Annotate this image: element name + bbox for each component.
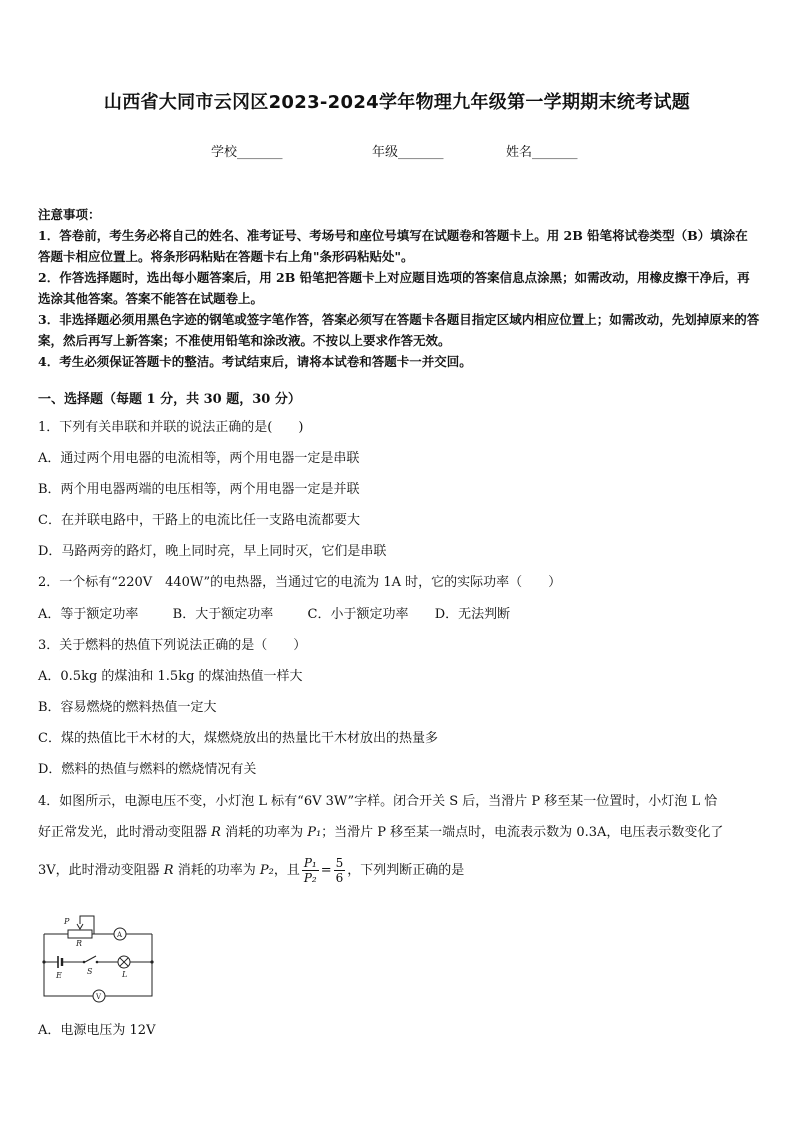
q4-text: ，且 bbox=[273, 863, 300, 878]
switch-contact bbox=[96, 961, 99, 964]
section-heading: 一、选择题（每题 1 分，共 30 题，30 分） bbox=[38, 392, 301, 407]
circuit-wire bbox=[104, 934, 152, 996]
q3-option-c: C．煤的热值比干木材的大，煤燃烧放出的热量比干木材放出的热量多 bbox=[38, 731, 438, 746]
q1-option-d: D．马路两旁的路灯，晚上同时亮，早上同时灭，它们是串联 bbox=[38, 544, 387, 559]
q3-option-a: A．0.5kg 的煤油和 1.5kg 的煤油热值一样大 bbox=[38, 669, 303, 684]
q4-var-p2: P₂ bbox=[259, 863, 274, 878]
label-e: E bbox=[56, 971, 62, 980]
q2-option-d: D．无法判断 bbox=[434, 607, 511, 622]
q3-option-d: D．燃料的热值与燃料的燃烧情况有关 bbox=[38, 762, 257, 777]
q3-option-b: B．容易燃烧的燃料热值一定大 bbox=[38, 700, 217, 715]
label-l: L bbox=[122, 970, 128, 979]
q3-stem: 3．关于燃料的热值下列说法正确的是（ ） bbox=[38, 638, 307, 653]
q4-stem-line2 bbox=[38, 821, 760, 840]
q2-option-c: C．小于额定功率 bbox=[307, 607, 409, 622]
rheostat bbox=[68, 930, 92, 938]
label-a: A bbox=[117, 931, 123, 939]
q1-stem: 1．下列有关串联和并联的说法正确的是( ) bbox=[38, 420, 304, 435]
ratio-fraction: $\frac{\text{P₁}}{\text{P₂}}$ bbox=[303, 856, 317, 885]
circuit-diagram bbox=[36, 912, 160, 1008]
q4-text: ；当滑片 P 移至某一端点时，电流表示数为 0.3A，电压表示数变化了 bbox=[321, 825, 724, 840]
q4-text: 好正常发光，此时滑动变阻器 bbox=[38, 825, 212, 840]
q2-option-b: B．大于额定功率 bbox=[172, 607, 274, 622]
q4-var-p1: P₁ bbox=[307, 825, 322, 840]
equals-sign: = bbox=[320, 863, 332, 878]
name-field: 姓名_______ bbox=[506, 145, 578, 160]
q4-option-a: A．电源电压为 12V bbox=[38, 1023, 156, 1038]
q1-option-b: B．两个用电器两端的电压相等，两个用电器一定是并联 bbox=[38, 482, 360, 497]
q4-var-r: R bbox=[163, 863, 174, 878]
page-title: 山西省大同市云冈区2023-2024学年物理九年级第一学期期末统考试题 bbox=[103, 92, 691, 113]
q4-text: ，下列判断正确的是 bbox=[347, 863, 465, 878]
notice-heading: 注意事项： bbox=[38, 207, 101, 222]
notice-item: 1．答卷前，考生务必将自己的姓名、准考证号、考场号和座位号填写在试题卷和答题卡上。用 2B 铅笔将试卷类型（B）填涂在答题卡相应位置上。将条形码粘贴在答题卡右上角"条形码粘贴处"。 bbox=[38, 228, 748, 264]
switch bbox=[85, 956, 96, 962]
notice-item: 2．作答选择题时，选出每小题答案后，用 2B 铅笔把答题卡上对应题目选项的答案信息点涂黑；如需改动，用橡皮擦干净后，再选涂其他答案。答案不能答在试题卷上。 bbox=[38, 270, 750, 306]
student-info-row bbox=[0, 141, 794, 161]
school-field: 学校_______ bbox=[211, 145, 283, 160]
circuit-wire bbox=[44, 934, 94, 996]
label-r: R bbox=[76, 939, 83, 948]
q4-var-r: R bbox=[211, 825, 221, 840]
switch-contact bbox=[83, 961, 86, 964]
q1-option-a: A．通过两个用电器的电流相等，两个用电器一定是串联 bbox=[38, 451, 360, 466]
q2-option-a: A．等于额定功率 bbox=[38, 607, 139, 622]
circuit-node bbox=[42, 960, 45, 963]
q4-text: 消耗的功率为 bbox=[220, 825, 308, 840]
q1-option-c: C．在并联电路中，干路上的电流比任一支路电流都要大 bbox=[38, 513, 360, 528]
value-fraction: $\frac{5}{6}$ bbox=[335, 856, 344, 885]
label-s: S bbox=[87, 967, 93, 976]
notice-item: 3．非选择题必须用黑色字迹的钢笔或签字笔作答，答案必须写在答题卡各题目指定区域内相应位置上；如需改动，先划掉原来的答案，然后再写上新答案；不准使用铅笔和涂改液。不按以上要求作答无效。 bbox=[38, 312, 760, 348]
grade-field: 年级_______ bbox=[372, 145, 444, 160]
q2-options-row bbox=[38, 603, 760, 622]
q4-text: 3V，此时滑动变阻器 bbox=[38, 863, 164, 878]
notice-block bbox=[38, 204, 760, 372]
q4-stem-line3 bbox=[38, 856, 760, 885]
slider-arrow bbox=[77, 924, 83, 929]
label-p: P bbox=[64, 917, 70, 926]
q2-stem: 2．一个标有“220V 440W”的电热器，当通过它的电流为 1A 时，它的实际功率（ ） bbox=[38, 575, 562, 590]
q4-text: 消耗的功率为 bbox=[173, 863, 260, 878]
circuit-node bbox=[150, 960, 153, 963]
q4-stem-line1: 4．如图所示，电源电压不变，小灯泡 L 标有“6V 3W”字样。闭合开关 S 后，当滑片 P 移至某一位置时，小灯泡 L 恰 bbox=[38, 794, 718, 809]
label-v: V bbox=[96, 993, 102, 1001]
notice-item: 4．考生必须保证答题卡的整洁。考试结束后，请将本试卷和答题卡一并交回。 bbox=[38, 354, 472, 369]
